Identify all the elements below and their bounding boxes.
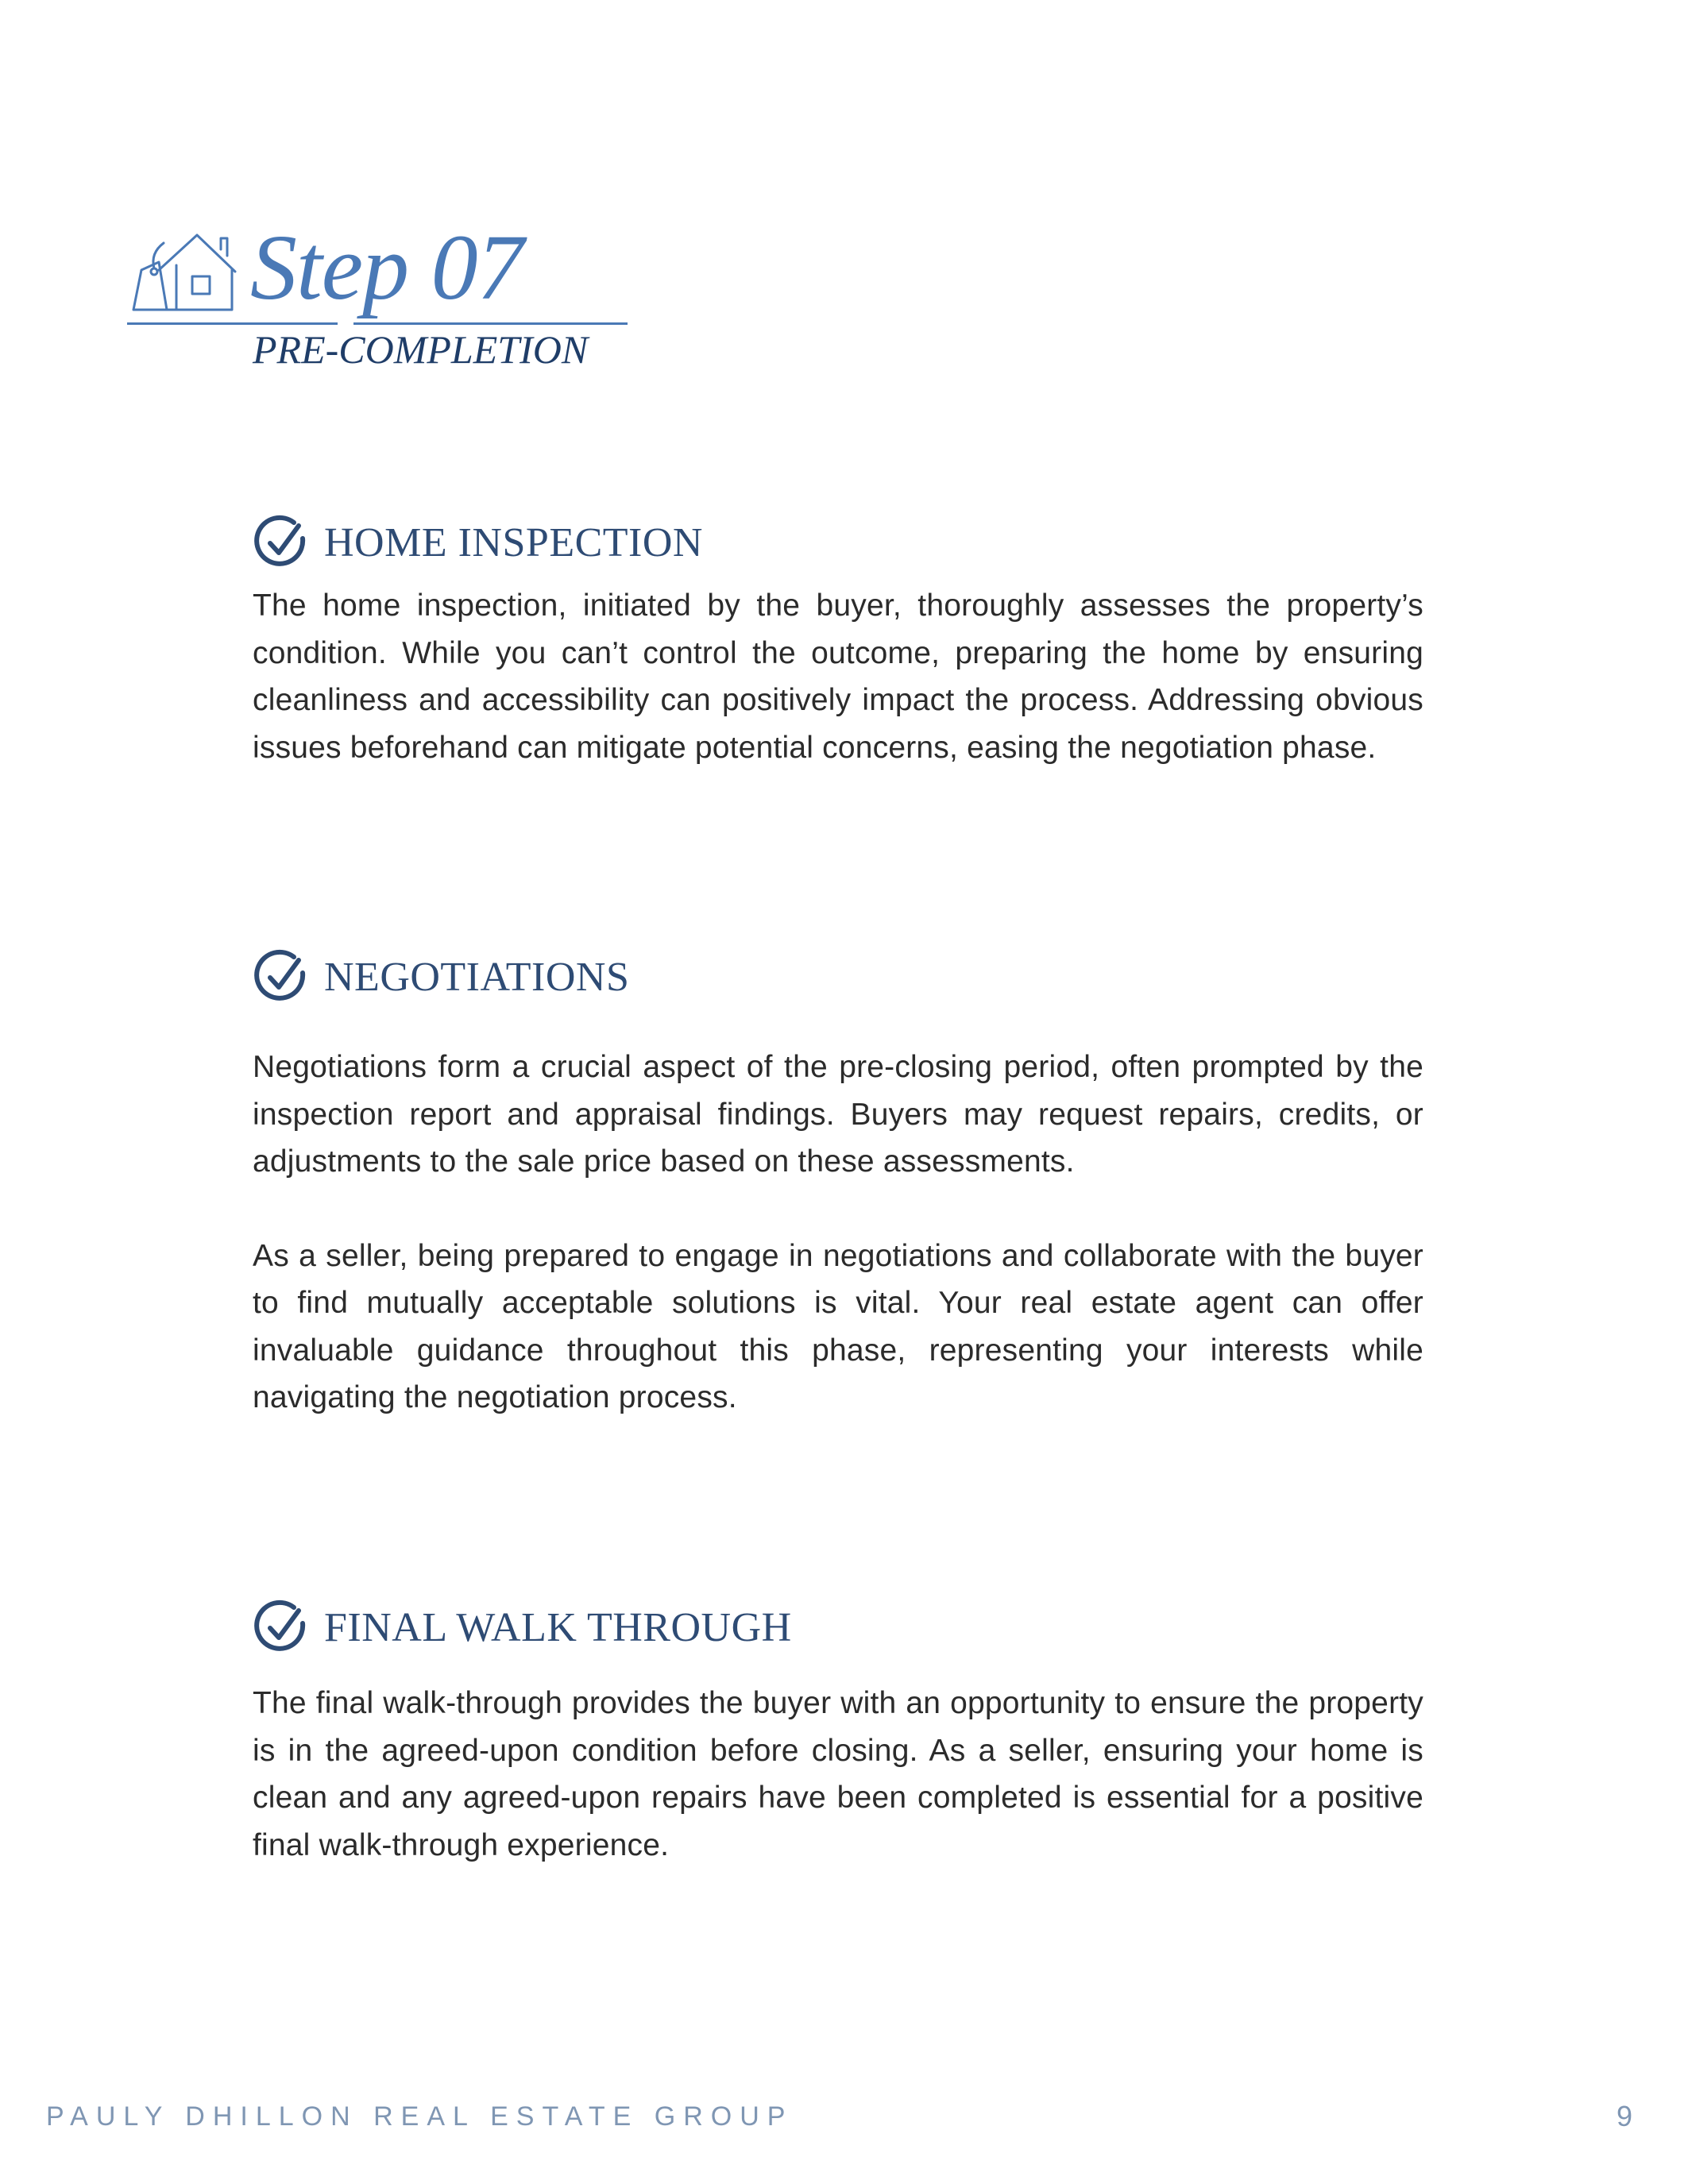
section-heading: [253, 945, 1423, 1009]
section-paragraph: The final walk-through provides the buyer with an opportunity to ensure the property is in the agreed-upon condition before closing. As a seller, ensuring your home is clean and any agreed-upon repairs have been completed is essential for a positive final walk-through experience.: [253, 1686, 1423, 1862]
section-paragraph: As a seller, being prepared to engage in negotiations and collaborate with the buyer to find mutually acceptable solutions is vital. Your real estate agent can offer invaluable guidance throughout this phase, representing your interests while navigating the negotiation process.: [253, 1238, 1423, 1414]
section-paragraph: The home inspection, initiated by the buyer, thoroughly assesses the property’s condition. While you can’t control the outcome, preparing the home by ensuring cleanliness and accessibility can positively impact the process. Addressing obvious issues beforehand can mitigate potential concerns, easing the negotiation phase.: [253, 588, 1423, 765]
check-circle-icon: [253, 1599, 308, 1655]
section-title: FINAL WALK THROUGH: [324, 1604, 792, 1650]
check-circle-icon: [253, 949, 308, 1005]
check-circle-icon: [253, 515, 308, 570]
section-title: NEGOTIATIONS: [324, 954, 630, 1000]
section-heading: [253, 1596, 1423, 1659]
section-paragraph: Negotiations form a crucial aspect of the pre-closing period, often prompted by the inspection report and appraisal findings. Buyers may request repairs, credits, or adjustments to the sale price based on these assessments.: [253, 1050, 1423, 1179]
section-home-inspection: [253, 511, 1423, 771]
section-final-walk-through: [253, 1596, 1423, 1869]
page-number: 9: [1616, 2100, 1632, 2132]
step-subtitle: PRE-COMPLETION: [253, 327, 589, 372]
footer-brand: PAULY DHILLON REAL ESTATE GROUP: [46, 2101, 794, 2132]
step-title: Step 07: [250, 215, 523, 319]
step-header: [127, 215, 635, 383]
section-negotiations: [253, 945, 1423, 1422]
house-tag-icon: [127, 224, 238, 319]
section-title: HOME INSPECTION: [324, 519, 703, 565]
section-heading: [253, 511, 1423, 574]
